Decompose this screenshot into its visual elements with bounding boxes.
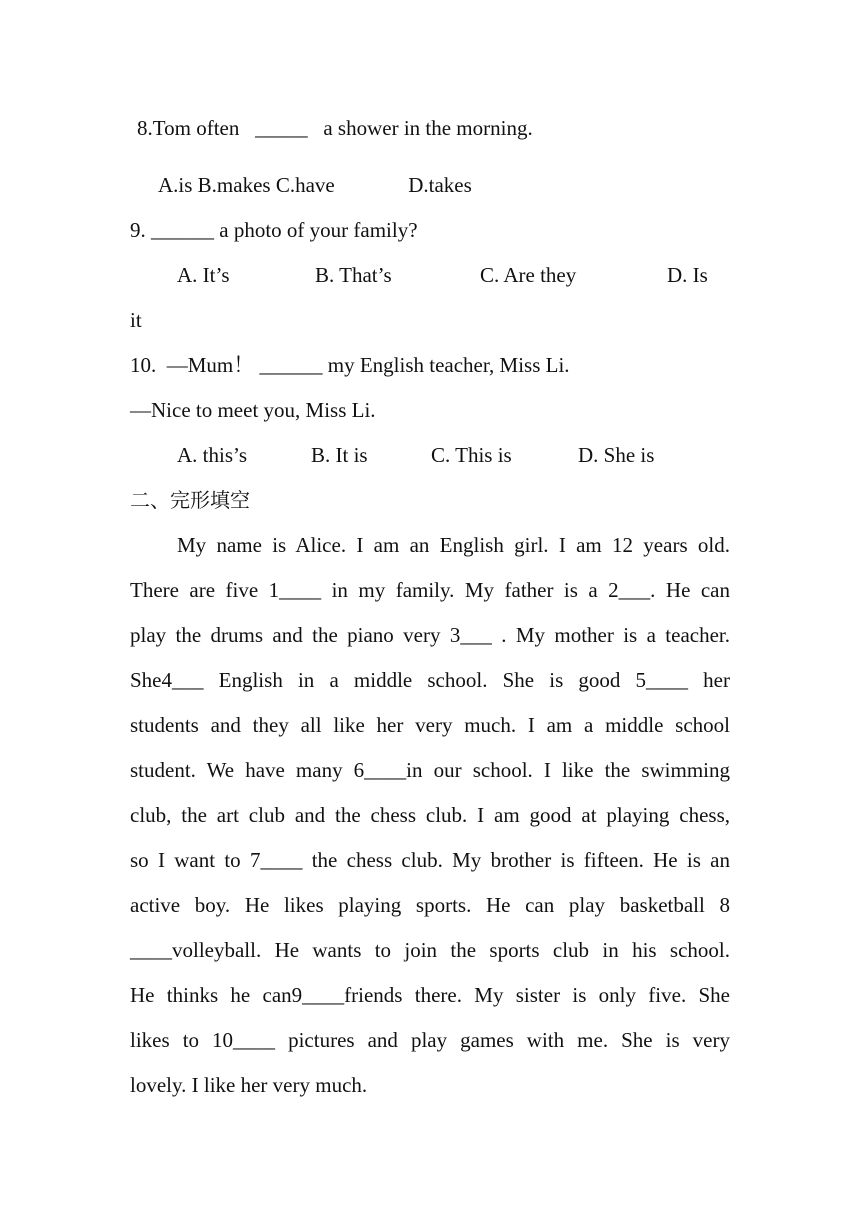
question-9-option-a: A. It’s [177, 263, 230, 287]
question-10-option-a: A. this’s [177, 443, 248, 467]
question-9-stem: 9. ______ a photo of your family? [130, 218, 418, 242]
question-10-reply: —Nice to meet you, Miss Li. [130, 398, 376, 422]
question-9-option-d: D. Is [667, 263, 708, 287]
passage-line: play the drums and the piano very 3___ . My mother is a teacher. [130, 623, 730, 647]
passage-line: He thinks he can9____friends there. My sister is only five. She [130, 983, 730, 1007]
question-8-options: A.is B.makes C.have D.takes [158, 173, 472, 197]
passage-line: club, the art club and the chess club. I am good at playing chess, [130, 803, 730, 827]
question-10-option-c: C. This is [431, 443, 512, 467]
passage-line: She4___ English in a middle school. She is good 5____ her [130, 668, 730, 692]
passage-line: student. We have many 6____in our school. I like the swimming [130, 758, 730, 782]
passage-line: My name is Alice. I am an English girl. I am 12 years old. [177, 533, 730, 557]
passage-line: lovely. I like her very much. [130, 1073, 368, 1097]
passage-line: There are five 1____ in my family. My father is a 2___. He can [130, 578, 730, 602]
question-10-stem: 10. —Mum！ ______ my English teacher, Miss Li. [130, 353, 570, 377]
section-heading-cloze: 二、完形填空 [130, 488, 250, 512]
passage-line: ____volleyball. He wants to join the sports club in his school. [130, 938, 730, 962]
passage-line: students and they all like her very much. I am a middle school [130, 713, 730, 737]
question-9-option-c: C. Are they [480, 263, 577, 287]
question-9-option-b: B. That’s [315, 263, 392, 287]
question-10-option-d: D. She is [578, 443, 655, 467]
passage-line: so I want to 7____ the chess club. My brother is fifteen. He is an [130, 848, 730, 872]
question-8-stem: 8.Tom often _____ a shower in the morning. [137, 116, 533, 140]
passage-line: likes to 10____ pictures and play games with me. She is very [130, 1028, 730, 1052]
question-10-option-b: B. It is [311, 443, 368, 467]
question-9-option-d-wrap: it [130, 308, 142, 332]
passage-line: active boy. He likes playing sports. He can play basketball 8 [130, 893, 730, 917]
